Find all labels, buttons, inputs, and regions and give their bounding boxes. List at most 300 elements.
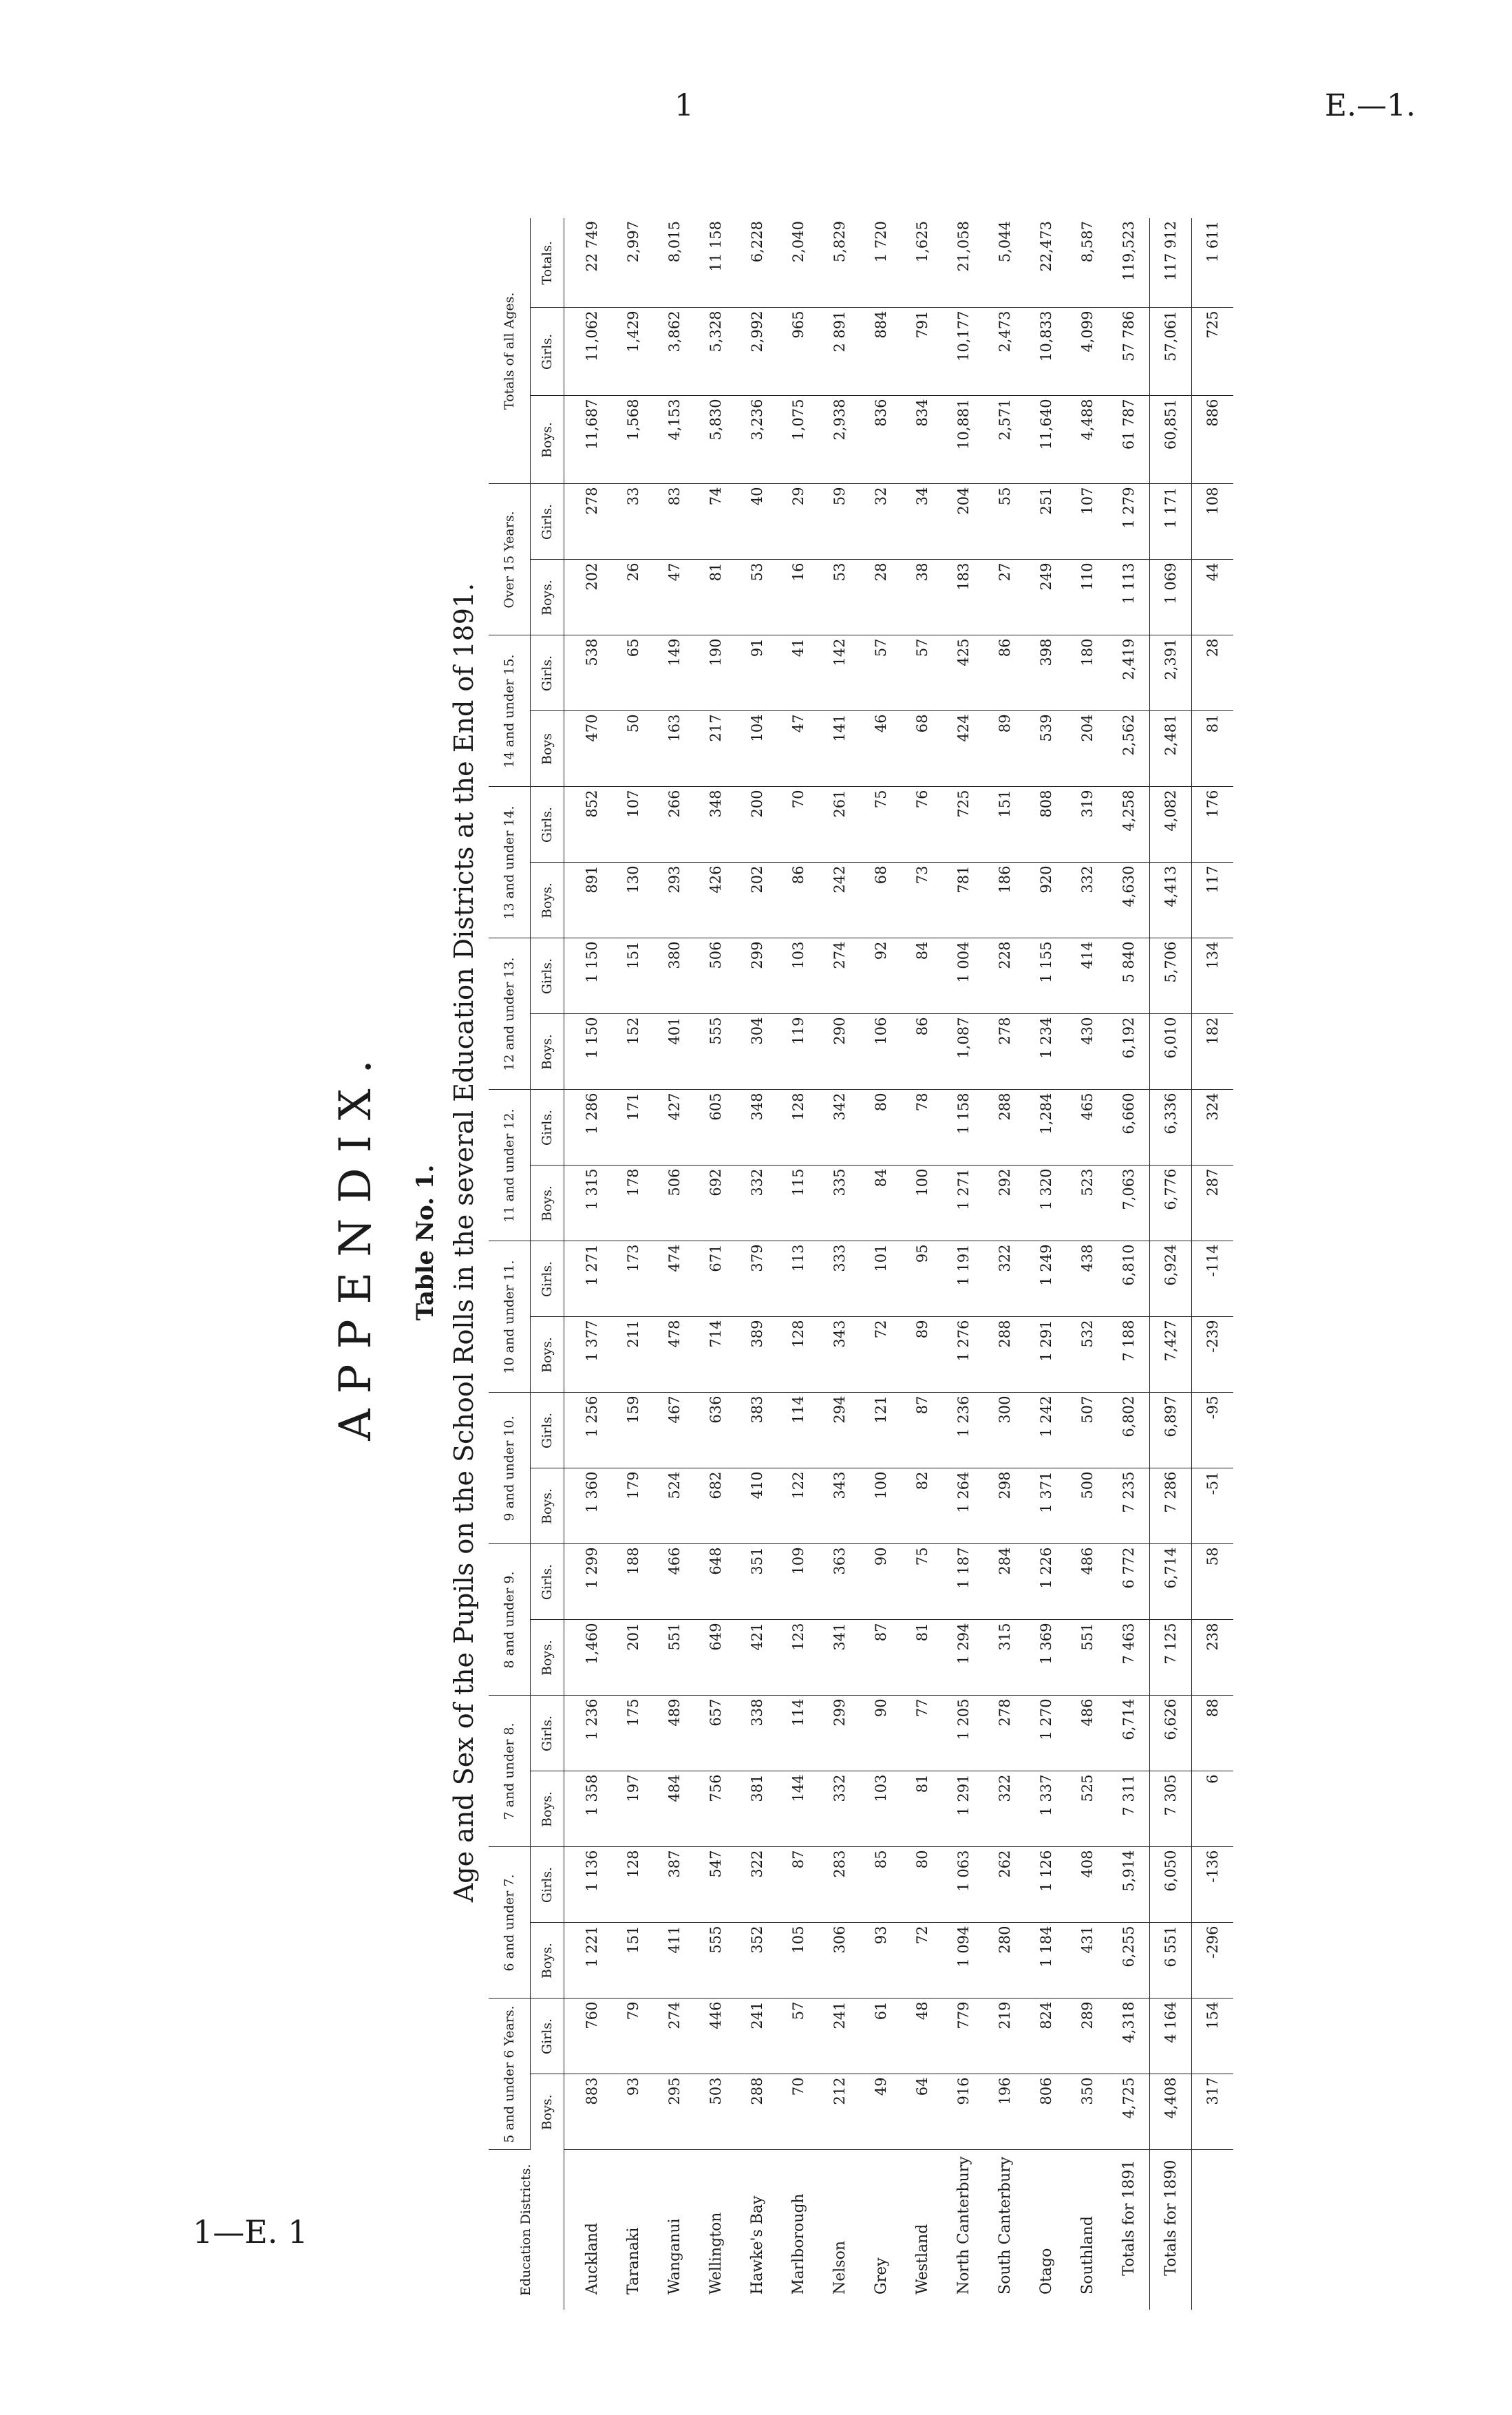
table-cell: 352 (736, 1923, 778, 1999)
table-cell: 95 (902, 1241, 943, 1317)
table-cell: 211 (613, 1317, 654, 1393)
row-label: Wanganui (666, 2218, 683, 2295)
table-cell: 525 (1067, 1771, 1108, 1847)
table-cell: 1,568 (613, 396, 654, 484)
table-cell: 315 (984, 1620, 1025, 1696)
table-cell: 53 (819, 560, 860, 635)
table-cell: 1 279 (1108, 484, 1150, 560)
table-cell: 110 (1067, 560, 1108, 635)
row-label (1192, 2150, 1234, 2310)
sex-header-row (531, 218, 564, 2310)
table-cell: 4,488 (1067, 396, 1108, 484)
table-cell: -114 (1192, 1241, 1234, 1317)
table-cell: 251 (1025, 484, 1067, 560)
table-cell: 2,938 (819, 396, 860, 484)
table-cell: 109 (778, 1544, 819, 1620)
table-cell: 426 (695, 863, 736, 938)
table-cell: 6 (1192, 1771, 1234, 1847)
totals-group-header: Totals of all Ages. (489, 218, 531, 484)
age-group-header: 8 and under 9. (489, 1544, 531, 1696)
table-cell: 300 (984, 1393, 1025, 1468)
age-group-header: 11 and under 12. (489, 1090, 531, 1241)
table-cell: 78 (902, 1090, 943, 1166)
table-cell: 438 (1067, 1241, 1108, 1317)
table-cell: 470 (564, 711, 613, 787)
table-cell: 34 (902, 484, 943, 560)
table-cell: 89 (902, 1317, 943, 1393)
table-cell: 107 (613, 787, 654, 863)
table-cell: 88 (1192, 1696, 1234, 1771)
table-cell: 200 (736, 787, 778, 863)
table-cell: 424 (943, 711, 984, 787)
table-cell: 41 (778, 635, 819, 711)
table-cell: 53 (736, 560, 778, 635)
table-cell: 81 (902, 1771, 943, 1847)
table-cell: 489 (654, 1696, 695, 1771)
table-cell: 306 (819, 1923, 860, 1999)
table-cell: 1 320 (1025, 1166, 1067, 1241)
table-cell: 197 (613, 1771, 654, 1847)
table-cell: 79 (613, 1999, 654, 2074)
table-cell: 68 (902, 711, 943, 787)
table-cell: 5,829 (819, 218, 860, 308)
table-cell: 343 (819, 1317, 860, 1393)
column-group-header-row (489, 218, 531, 2310)
table-cell: 421 (736, 1620, 778, 1696)
table-cell: 806 (1025, 2074, 1067, 2150)
table-cell: 55 (984, 484, 1025, 560)
girls-header: Girls. (531, 484, 564, 560)
table-cell: 188 (613, 1544, 654, 1620)
table-cell: 49 (860, 2074, 902, 2150)
table-cell: 77 (902, 1696, 943, 1771)
table-cell: 298 (984, 1468, 1025, 1544)
girls-header: Girls. (531, 308, 564, 396)
rotated-appendix-content (330, 176, 1473, 2310)
table-row-auckland (564, 218, 613, 2310)
table-cell: 83 (654, 484, 695, 560)
table-cell: 4 164 (1150, 1999, 1192, 2074)
table-cell: 60,851 (1150, 396, 1192, 484)
table-cell: 5,706 (1150, 938, 1192, 1014)
age-group-header: 12 and under 13. (489, 938, 531, 1090)
table-cell: 500 (1067, 1468, 1108, 1544)
table-cell: 916 (943, 2074, 984, 2150)
table-cell: 204 (943, 484, 984, 560)
table-cell: 104 (736, 711, 778, 787)
table-cell: 241 (819, 1999, 860, 2074)
table-cell: 8,015 (654, 218, 695, 308)
table-cell: 414 (1067, 938, 1108, 1014)
table-cell: 1 155 (1025, 938, 1067, 1014)
table-cell: 714 (695, 1317, 736, 1393)
table-cell: 196 (984, 2074, 1025, 2150)
table-cell: 176 (1192, 787, 1234, 863)
table-cell: 1 063 (943, 1847, 984, 1923)
table-cell: 171 (613, 1090, 654, 1166)
table-cell: 57 (902, 635, 943, 711)
table-cell: 1,075 (778, 396, 819, 484)
table-row-wellington (695, 218, 736, 2310)
table-cell: 40 (736, 484, 778, 560)
table-cell: 338 (736, 1696, 778, 1771)
table-cell: 242 (819, 863, 860, 938)
girls-header: Girls. (531, 787, 564, 863)
age-group-header: 9 and under 10. (489, 1393, 531, 1544)
table-cell: 348 (736, 1090, 778, 1166)
table-cell: 86 (778, 863, 819, 938)
table-cell: 1 136 (564, 1847, 613, 1923)
row-label: Grey (872, 2257, 890, 2295)
table-cell: 322 (736, 1847, 778, 1923)
table-cell: 555 (695, 1014, 736, 1090)
table-cell: 317 (1192, 2074, 1234, 2150)
table-cell: 539 (1025, 711, 1067, 787)
table-cell: 292 (984, 1166, 1025, 1241)
table-cell: 756 (695, 1771, 736, 1847)
table-cell: 363 (819, 1544, 860, 1620)
table-cell: 21,058 (943, 218, 984, 308)
table-cell: 6,050 (1150, 1847, 1192, 1923)
table-cell: 10,177 (943, 308, 984, 396)
table-cell: 58 (1192, 1544, 1234, 1620)
boys-header: Boys. (531, 1923, 564, 1999)
row-label: Totals for 1890 (1150, 2150, 1192, 2310)
table-cell: 333 (819, 1241, 860, 1317)
table-cell: 1 358 (564, 1771, 613, 1847)
row-label: Southland (1078, 2216, 1096, 2295)
table-cell: 46 (860, 711, 902, 787)
table-cell: 779 (943, 1999, 984, 2074)
table-cell: 2,997 (613, 218, 654, 308)
table-cell: 891 (564, 863, 613, 938)
table-cell: 4,413 (1150, 863, 1192, 938)
table-cell: 100 (860, 1468, 902, 1544)
table-cell: 293 (654, 863, 695, 938)
table-cell: 278 (984, 1696, 1025, 1771)
row-label: Nelson (831, 2240, 849, 2295)
table-cell: 280 (984, 1923, 1025, 1999)
table-cell: 87 (902, 1393, 943, 1468)
table-cell: 324 (1192, 1090, 1234, 1166)
boys-header: Boys. (531, 396, 564, 484)
table-cell: 217 (695, 711, 736, 787)
table-cell: 288 (984, 1090, 1025, 1166)
table-cell: 212 (819, 2074, 860, 2150)
table-cell: 128 (778, 1317, 819, 1393)
table-cell: 294 (819, 1393, 860, 1468)
table-cell: 1 150 (564, 938, 613, 1014)
table-cell: 105 (778, 1923, 819, 1999)
table-cell: 93 (860, 1923, 902, 1999)
table-cell: 1 236 (564, 1696, 613, 1771)
table-cell: 1 360 (564, 1468, 613, 1544)
table-cell: 6,897 (1150, 1393, 1192, 1468)
table-cell: 7 463 (1108, 1620, 1150, 1696)
table-cell: 119 (778, 1014, 819, 1090)
table-cell: 65 (613, 635, 654, 711)
table-cell: 648 (695, 1544, 736, 1620)
table-cell: 920 (1025, 863, 1067, 938)
table-cell: 183 (943, 560, 984, 635)
table-cell: 1 270 (1025, 1696, 1067, 1771)
table-cell: 87 (860, 1620, 902, 1696)
boys-header: Boys. (531, 1468, 564, 1544)
table-cell: 27 (984, 560, 1025, 635)
table-cell: 7 125 (1150, 1620, 1192, 1696)
table-cell: 5,044 (984, 218, 1025, 308)
table-cell: 322 (984, 1241, 1025, 1317)
table-cell: 425 (943, 635, 984, 711)
table-cell: 92 (860, 938, 902, 1014)
table-cell: 5 840 (1108, 938, 1150, 1014)
table-cell: 1 234 (1025, 1014, 1067, 1090)
table-cell: -95 (1192, 1393, 1234, 1468)
table-cell: 725 (943, 787, 984, 863)
table-cell: 288 (736, 2074, 778, 2150)
pupils-age-sex-table (489, 218, 1233, 2310)
table-cell: 128 (778, 1090, 819, 1166)
table-cell: 446 (695, 1999, 736, 2074)
table-cell: 190 (695, 635, 736, 711)
table-cell: 1 249 (1025, 1241, 1067, 1317)
table-cell: 287 (1192, 1166, 1234, 1241)
table-cell: 465 (1067, 1090, 1108, 1166)
table-cell: 341 (819, 1620, 860, 1696)
table-cell: 4,082 (1150, 787, 1192, 863)
table-cell: 144 (778, 1771, 819, 1847)
page-signature: 1—E. 1 (193, 2213, 308, 2250)
table-cell: 84 (860, 1166, 902, 1241)
table-cell: 380 (654, 938, 695, 1014)
boys-header: Boys. (531, 1317, 564, 1393)
table-cell: 1 158 (943, 1090, 984, 1166)
table-cell: 781 (943, 863, 984, 938)
table-cell: 70 (778, 2074, 819, 2150)
boys-header: Boys. (531, 863, 564, 938)
table-cell: 4,099 (1067, 308, 1108, 396)
table-cell: 398 (1025, 635, 1067, 711)
table-row-hawke-s-bay (736, 218, 778, 2310)
table-cell: 11,062 (564, 308, 613, 396)
table-cell: 108 (1192, 484, 1234, 560)
girls-header: Girls. (531, 938, 564, 1014)
table-cell: 427 (654, 1090, 695, 1166)
table-cell: 11,687 (564, 396, 613, 484)
table-cell: 50 (613, 711, 654, 787)
age-group-header: 6 and under 7. (489, 1847, 531, 1999)
table-cell: 2,562 (1108, 711, 1150, 787)
table-cell: 86 (984, 635, 1025, 711)
table-cell: 249 (1025, 560, 1067, 635)
table-cell: 4,630 (1108, 863, 1150, 938)
table-cell: 68 (860, 863, 902, 938)
girls-header: Girls. (531, 1544, 564, 1620)
girls-header: Girls. (531, 1090, 564, 1166)
table-cell: 523 (1067, 1166, 1108, 1241)
table-cell: 466 (654, 1544, 695, 1620)
table-cell: 4,258 (1108, 787, 1150, 863)
table-cell: 381 (736, 1771, 778, 1847)
table-cell: 1 184 (1025, 1923, 1067, 1999)
table-cell: 142 (819, 635, 860, 711)
table-row-taranaki (613, 218, 654, 2310)
table-cell: 103 (778, 938, 819, 1014)
table-cell: 202 (736, 863, 778, 938)
table-cell: 401 (654, 1014, 695, 1090)
boys-header: Boys. (531, 2074, 564, 2150)
table-cell: 90 (860, 1544, 902, 1620)
table-cell: 1 256 (564, 1393, 613, 1468)
table-cell: -51 (1192, 1468, 1234, 1544)
table-cell: 1 264 (943, 1468, 984, 1544)
table-cell: 834 (902, 396, 943, 484)
table-cell: 343 (819, 1468, 860, 1544)
table-cell: 1 069 (1150, 560, 1192, 635)
totals-header: Totals. (531, 218, 564, 308)
table-cell: 175 (613, 1696, 654, 1771)
table-cell: 551 (1067, 1620, 1108, 1696)
girls-header: Girls. (531, 1696, 564, 1771)
boys-header: Boys. (531, 560, 564, 635)
table-cell: 547 (695, 1847, 736, 1923)
age-group-header: 7 and under 8. (489, 1696, 531, 1847)
table-cell: 1 291 (943, 1771, 984, 1847)
table-cell: 1 150 (564, 1014, 613, 1090)
table-cell: 7,427 (1150, 1317, 1192, 1393)
row-label: South Canterbury (996, 2156, 1014, 2295)
table-cell: 7 311 (1108, 1771, 1150, 1847)
girls-header: Girls. (531, 1393, 564, 1468)
table-cell: 507 (1067, 1393, 1108, 1468)
table-cell: 852 (564, 787, 613, 863)
table-cell: 1,087 (943, 1014, 984, 1090)
table-cell: 47 (654, 560, 695, 635)
table-cell: 431 (1067, 1923, 1108, 1999)
table-cell: 219 (984, 1999, 1025, 2074)
table-cell: 266 (654, 787, 695, 863)
table-cell: 389 (736, 1317, 778, 1393)
appendix-title: APPENDIX. (330, 1044, 381, 1441)
table-cell: 6,010 (1150, 1014, 1192, 1090)
table-cell: 791 (902, 308, 943, 396)
table-cell: 1 299 (564, 1544, 613, 1620)
table-cell: 2 891 (819, 308, 860, 396)
boys-header: Boys (531, 711, 564, 787)
table-cell: 322 (984, 1771, 1025, 1847)
age-group-header: 13 and under 14. (489, 787, 531, 938)
table-cell: 411 (654, 1923, 695, 1999)
table-cell: 6,802 (1108, 1393, 1150, 1468)
table-cell: 1 094 (943, 1923, 984, 1999)
table-cell: 1 286 (564, 1090, 613, 1166)
table-row-southland (1067, 218, 1108, 2310)
table-cell: 6,776 (1150, 1166, 1192, 1241)
table-cell: 6,714 (1150, 1544, 1192, 1620)
table-cell: 228 (984, 938, 1025, 1014)
table-cell: 159 (613, 1393, 654, 1468)
table-cell: 11,640 (1025, 396, 1067, 484)
table-cell: 6,924 (1150, 1241, 1192, 1317)
table-cell: 299 (736, 938, 778, 1014)
table-cell: 22,473 (1025, 218, 1067, 308)
table-cell: 657 (695, 1696, 736, 1771)
table-cell: 6 551 (1150, 1923, 1192, 1999)
table-cell: 7 188 (1108, 1317, 1150, 1393)
table-cell: 119,523 (1108, 218, 1150, 308)
table-cell: 81 (695, 560, 736, 635)
age-group-header: 5 and under 6 Years. (489, 1999, 531, 2150)
table-cell: 4,408 (1150, 2074, 1192, 2150)
table-cell: 85 (860, 1847, 902, 1923)
table-cell: 478 (654, 1317, 695, 1393)
table-cell: 151 (984, 787, 1025, 863)
table-cell: 61 787 (1108, 396, 1150, 484)
table-cell: 1 221 (564, 1923, 613, 1999)
table-cell: 115 (778, 1166, 819, 1241)
table-cell: 47 (778, 711, 819, 787)
table-cell: 91 (736, 635, 778, 711)
table-cell: 10,881 (943, 396, 984, 484)
table-cell: 1 236 (943, 1393, 984, 1468)
table-cell: 10,833 (1025, 308, 1067, 396)
table-cell: 2,419 (1108, 635, 1150, 711)
table-row-westland (902, 218, 943, 2310)
table-cell: 332 (736, 1166, 778, 1241)
table-cell: 75 (860, 787, 902, 863)
table-cell: 1 377 (564, 1317, 613, 1393)
table-cell: 7 286 (1150, 1468, 1192, 1544)
table-cell: 178 (613, 1166, 654, 1241)
table-cell: 84 (902, 938, 943, 1014)
table-cell: 74 (695, 484, 736, 560)
table-cell: 1 271 (943, 1166, 984, 1241)
table-cell: 57,061 (1150, 308, 1192, 396)
table-cell: 351 (736, 1544, 778, 1620)
table-cell: 261 (819, 787, 860, 863)
table-cell: 1 611 (1192, 218, 1234, 308)
table-cell: 128 (613, 1847, 654, 1923)
table-cell: 1 004 (943, 938, 984, 1014)
table-cell: 284 (984, 1544, 1025, 1620)
table-cell: 348 (695, 787, 736, 863)
table-cell: 6,192 (1108, 1014, 1150, 1090)
page-number: 1 (674, 88, 694, 123)
table-cell: 151 (613, 1923, 654, 1999)
table-cell: 278 (564, 484, 613, 560)
table-cell: 379 (736, 1241, 778, 1317)
table-cell: 430 (1067, 1014, 1108, 1090)
table-cell: 114 (778, 1696, 819, 1771)
table-cell: 332 (819, 1771, 860, 1847)
table-cell: 202 (564, 560, 613, 635)
table-cell: 7,063 (1108, 1166, 1150, 1241)
table-cell: 692 (695, 1166, 736, 1241)
table-cell: 883 (564, 2074, 613, 2150)
table-cell: 1 315 (564, 1166, 613, 1241)
table-cell: 1 291 (1025, 1317, 1067, 1393)
table-cell: 179 (613, 1468, 654, 1544)
table-cell: 808 (1025, 787, 1067, 863)
table-cell: 81 (902, 1620, 943, 1696)
table-cell: 1 187 (943, 1544, 984, 1620)
table-cell: 649 (695, 1620, 736, 1696)
table-cell: 760 (564, 1999, 613, 2074)
table-cell: 149 (654, 635, 695, 711)
row-label: Marlborough (789, 2193, 807, 2295)
boys-header: Boys. (531, 1620, 564, 1696)
table-cell: 93 (613, 2074, 654, 2150)
